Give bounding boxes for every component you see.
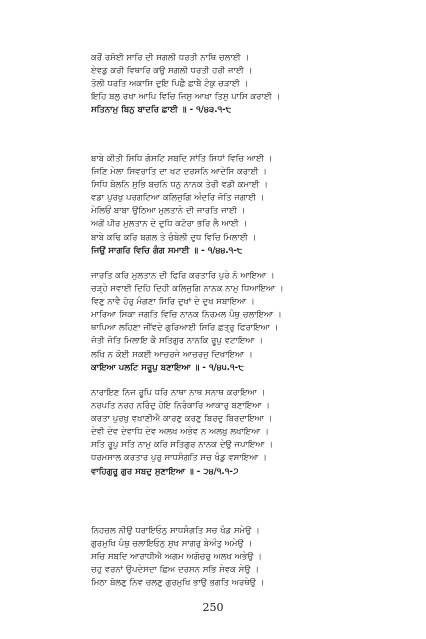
stanza-line: ਧਰਮਸਾਲ ਕਰਤਾਰ ਪੁਰੁ ਸਾਧਸੰਗਤਿ ਸਚ ਖੰਡੁ ਵਸਾਇਆ । <box>91 452 267 463</box>
stanza-closing-line: ਵਾਹਿਗੁਰੂ ਗੁਰ ਸਬਦੁ ਸੁਣਾਇਆ ॥ - ੨੪/੧.੧-੭ <box>91 465 239 476</box>
stanza-line: ਚਹੁ ਵਰਨਾਂ ਉਪਦੇਸਦਾ ਛਿਅ ਦਰਸਨ ਸਭਿ ਸੇਵਕ ਸੇਉ । <box>91 564 260 575</box>
stanza-line: ਕਰੌਂ ਰਸੋਈ ਸਾਰਿ ਦੀ ਸਗਲੀ ਧਰਤੀ ਨਾਥਿ ਚਲਾਈ । <box>91 52 250 62</box>
stanza-4 <box>91 386 411 478</box>
page-number: 250 <box>202 601 224 614</box>
stanza-3 <box>91 269 411 374</box>
stanza-line: ਸਤਿ ਰੂਪੁ ਸਤਿ ਨਾਮੁ ਕਰਿ ਸਤਿਗੁਰ ਨਾਨਕ ਦੇਉ ਜਪਾਇਆ । <box>91 439 273 450</box>
stanza-closing-line: ਸਤਿਨਾਮੁ ਬਿਨੁ ਬਾਦਰਿ ਛਾਈ ॥ - ੧/੪੩.੧-੮ <box>91 104 232 115</box>
stanza-line: ਦੇਵੀ ਦੇਵ ਦੇਵਾਧਿ ਦੇਵ ਅਲਖ ਅਭੇਵ ਨ ਅਲਖੁ ਲਖਾਇਆ । <box>91 426 269 437</box>
stanza-line: ਬਾਬੇ ਕਢਿ ਕਰਿ ਬਗਲ ਤੇ ਚੰਬੇਲੀ ਦੁਧ ਵਿਚਿ ਮਿਲਾਈ । <box>91 231 257 242</box>
stanza-line: ਚੜ੍ਹੇ ਸਵਾਈ ਦਿਹਿ ਦਿਹੀ ਕਲਿਜੁਗਿ ਨਾਨਕ ਨਾਮੁ ਧਿਆਇਆ । <box>91 283 284 294</box>
stanza-line: ਤੋਲੀ ਧਰਤਿ ਅਕਾਸਿ ਦੁਇ ਪਿਛੈ ਛਾਬੈ ਟੰਕੁ ਚੜਾਈ । <box>91 78 249 89</box>
stanza-line: ਮਿਠਾ ਬੋਲਣੁ ਨਿਵ ਚਲਣੁ ਗੁਰਮੁਖਿ ਭਾਉ ਭਗਤਿ ਅਰਥੇਉ । <box>91 577 265 588</box>
stanza-line: ਏਵਡੁ ਕਰੀ ਵਿਥਾਰਿ ਕਉ ਸਗਲੀ ਧਰਤੀ ਹਰੀ ਜਾਈ । <box>91 65 253 76</box>
stanza-line: ਬਾਬੇ ਕੀਤੀ ਸਿਧਿ ਗੋਸਟਿ ਸਬਦਿ ਸਾਂਤਿ ਸਿਧਾਂ ਵਿਚਿ ਆਈ । <box>91 153 273 163</box>
stanza-5 <box>91 524 411 589</box>
stanza-line: ਨਾਰਾਇਣ ਨਿਜ ਰੂਪਿ ਧਰਿ ਨਾਥਾ ਨਾਥ ਸਨਾਥ ਕਰਾਇਆ । <box>91 387 266 397</box>
stanza-line: ਨਰਪਤਿ ਨਰਹ ਨਰਿੰਦੁ ਹੋਇ ਨਿਰੰਕਾਰਿ ਆਕਾਰੁ ਬਣਾਇਆ । <box>91 400 270 411</box>
stanza-line: ਜਾਰਤਿ ਕਰਿ ਮੁਲਤਾਨ ਦੀ ਫਿਰਿ ਕਰਤਾਰਿ ਪੁਰੇ ਨੋ ਆਇਆ । <box>91 270 275 280</box>
stanza-line: ਮੇਲਿਓਂ ਬਾਬਾ ਉਠਿਆ ਮੁਲਤਾਨੇ ਦੀ ਜਾਰਤਿ ਜਾਈ । <box>91 205 246 216</box>
stanza-closing-line: ਜਿਉਂ ਸਾਗਰਿ ਵਿਚਿ ਗੰਗ ਸਮਾਈ ॥ - ੧/੪੪.੧-੮ <box>91 244 243 255</box>
stanza-line: ਸਚਿ ਸਬਦਿ ਆਰਾਧੀਐ ਅਗਮ ਅਗੋਚਰੁ ਅਲਖ ਅਭੇਉ । <box>91 551 262 562</box>
stanza-line: ਵਡਾ ਪੁਰਖੁ ਪਰਗਟਿਆ ਕਲਿਜੁਗਿ ਅੰਦਰਿ ਜੋਤਿ ਜਗਾਈ । <box>91 192 265 203</box>
stanza-line: ਗੁਰਮੁਖਿ ਪੰਥੁ ਚਲਾਇਓਨੁ ਸੁਖ ਸਾਗਰੁ ਬੇਅੰਤੁ ਅਮੇਉ । <box>91 538 253 549</box>
stanza-line: ਅਗੋਂ ਪੀਰ ਮੁਲਤਾਨ ਦੇ ਦੁਧਿ ਕਟੋਰਾ ਭਰਿ ਲੈ ਆਈ । <box>91 218 248 229</box>
stanza-line: ਲਖਿ ਨ ਕੋਈ ਸਕਈ ਆਚਰਜੇ ਆਚਰਜੁ ਦਿਖਾਇਆ । <box>91 348 253 359</box>
stanza-line: ਵਿਣੁ ਨਾਵੈ ਹੋਰੁ ਮੰਗਣਾ ਸਿਰਿ ਦੁਖਾਂ ਦੇ ਦੁਖ ਸਬਾਇਆ । <box>91 296 255 307</box>
stanza-line: ਜੋਤੀ ਜੋਤਿ ਮਿਲਾਇ ਕੈ ਸਤਿਗੁਰ ਨਾਨਕਿ ਰੂਪੁ ਵਟਾਇਆ । <box>91 335 263 346</box>
stanza-line: ਇਹਿ ਬਲੁ ਰਖਾ ਆਪਿ ਵਿਚਿ ਜਿਸੁ ਆਖਾ ਤਿਸੁ ਪਾਸਿ ਕਰਾਈ । <box>91 91 281 102</box>
stanza-line: ਜਿਣਿ ਮੇਲਾ ਸਿਵਰਾਤਿ ਦਾ ਖਟ ਦਰਸਨਿ ਆਦੇਸਿ ਕਰਾਈ । <box>91 166 267 177</box>
stanza-line: ਕਰਤਾ ਪੁਰਖੁ ਵਖਾਣੀਐ ਕਾਰਣੁ ਕਰਣੁ ਬਿਰਦੁ ਬਿਰਦਾਇਆ । <box>91 413 273 424</box>
stanza-2 <box>91 152 411 257</box>
stanza-closing-line: ਕਾਇਆ ਪਲਟਿ ਸਰੂਪੁ ਬਣਾਇਆ ॥ - ੧/੪੫.੧-੮ <box>91 361 244 372</box>
stanza-line: ਨਿਹਚਲ ਨੀਉ ਧਰਾਇਓਨੁ ਸਾਧਸੰਗਤਿ ਸਚ ਖੰਡ ਸਮੇਉ । <box>91 525 260 535</box>
stanza-line: ਸਿਧਿ ਬੋਲਨਿ ਸੁਭਿ ਬਚਨਿ ਧਨੁ ਨਾਨਕ ਤੇਰੀ ਵਡੀ ਕਮਾਈ । <box>91 179 268 190</box>
stanza-1 <box>91 51 411 116</box>
stanza-line: ਮਾਰਿਆ ਸਿਕਾ ਜਗਤਿ ਵਿਚਿ ਨਾਨਕ ਨਿਰਮਲ ਪੰਥੁ ਚਲਾਇਆ । <box>91 309 282 320</box>
stanza-line: ਥਾਪਿਆ ਲਹਿਣਾ ਜੀਂਵਦੇ ਗੁਰਿਆਈ ਸਿਰਿ ਛਤ੍ਰੁ ਫਿਰਾਇਆ । <box>91 322 279 333</box>
